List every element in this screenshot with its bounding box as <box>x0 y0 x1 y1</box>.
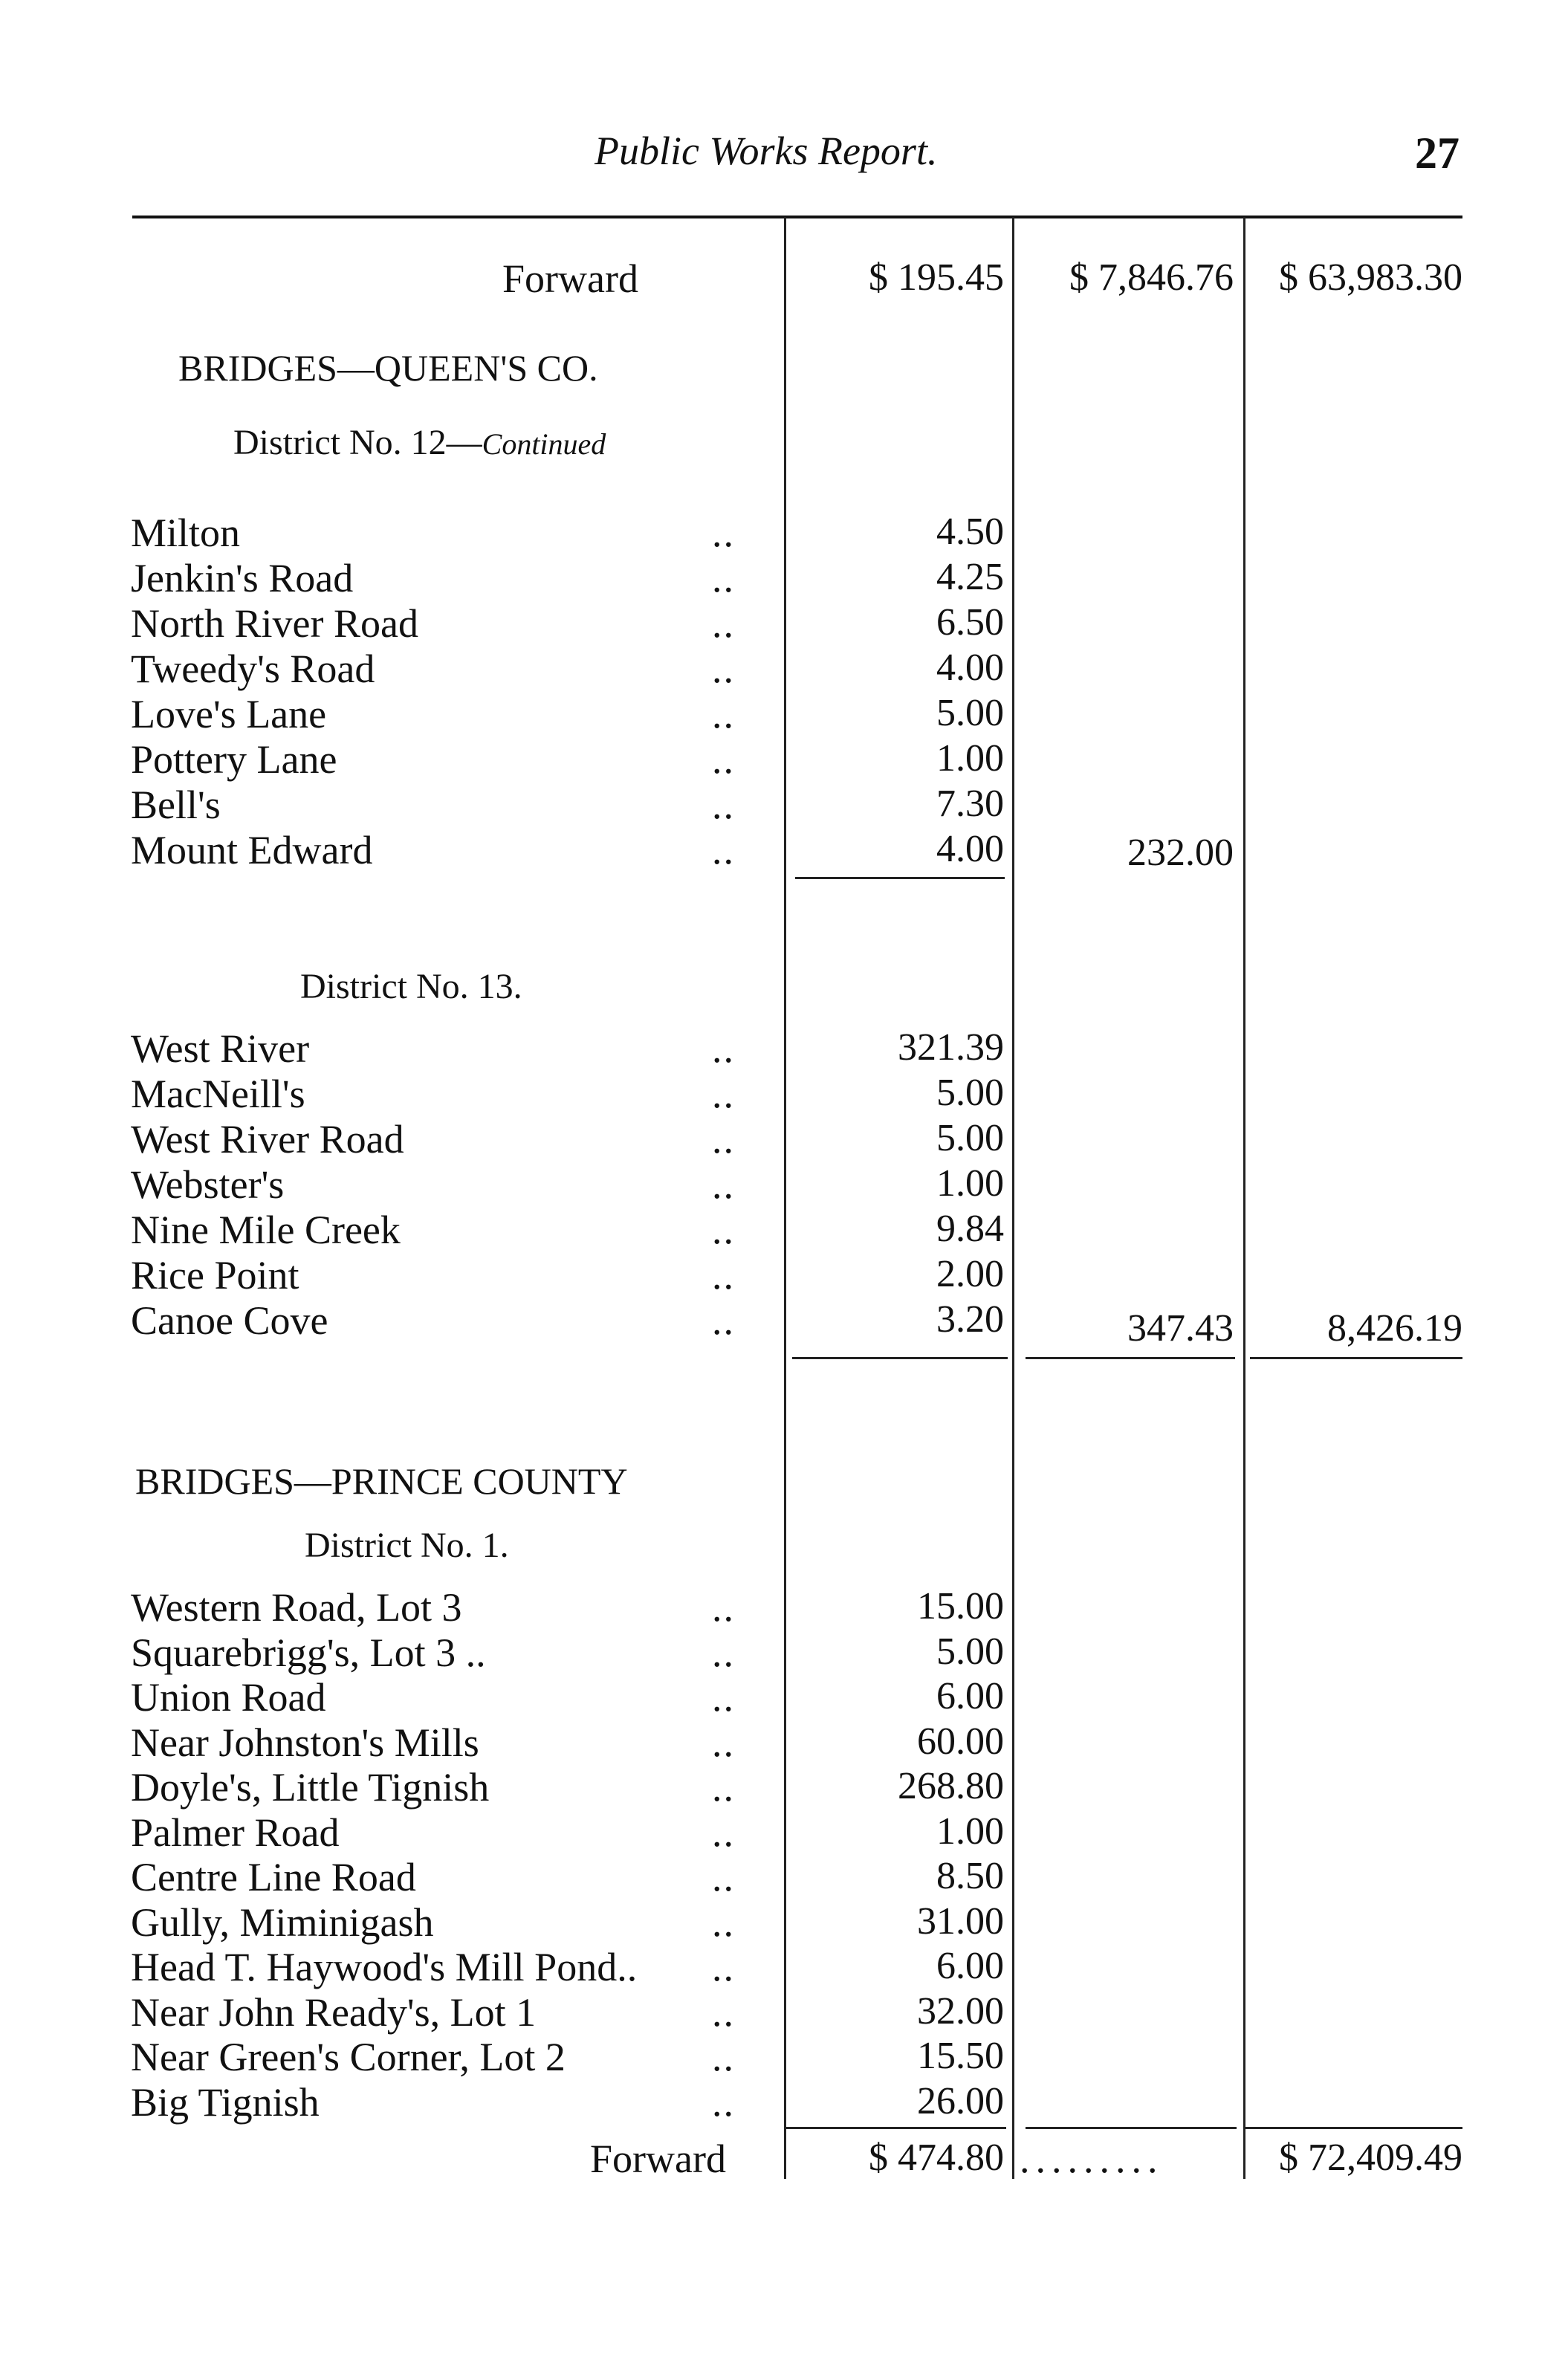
district-12-title-continued: Continued <box>482 427 606 461</box>
district-1-leader-dots: .. <box>712 2079 735 2125</box>
district-1-leader-dots: .. <box>712 1855 735 1899</box>
district-13-underline-col2 <box>1026 1357 1235 1359</box>
district-13-leader-dots: .. <box>712 1026 735 1071</box>
district-1-item-amount: 15.50 <box>917 2035 1004 2077</box>
district-12-item-name: Jenkin's Road <box>131 556 354 600</box>
district-12-item-amount: 4.25 <box>936 556 1004 598</box>
forward-top-col1: $ 195.45 <box>869 256 1004 299</box>
district-12-title-main: District No. 12— <box>233 423 482 462</box>
district-12-leader-dots: .. <box>712 647 735 691</box>
district-13-item-name: Nine Mile Creek <box>131 1208 401 1252</box>
district-12-item-name: Milton <box>131 511 241 555</box>
forward-bottom-rule-col2 <box>1026 2127 1237 2129</box>
district-1-item-amount: 268.80 <box>898 1765 1004 1807</box>
district-1-item-amount: 6.00 <box>936 1675 1004 1717</box>
forward-label-top: Forward <box>502 256 638 301</box>
district-1-item-amount: 15.00 <box>917 1585 1004 1627</box>
district-13-item-name: West River Road <box>131 1117 404 1162</box>
district-1-leader-dots: .. <box>712 1675 735 1720</box>
district-12-item-amount: 4.50 <box>936 511 1004 553</box>
district-1-item-amount: 26.00 <box>917 2079 1004 2122</box>
column-divider-3 <box>1243 217 1245 2179</box>
district-1-item-amount: 32.00 <box>917 1989 1004 2032</box>
district-1-item-amount: 31.00 <box>917 1899 1004 1943</box>
district-12-item-name: Pottery Lane <box>131 737 337 782</box>
district-12-leader-dots: .. <box>712 601 735 646</box>
district-1-item-amount: 60.00 <box>917 1720 1004 1763</box>
forward-bottom-rule-col3 <box>1245 2127 1462 2129</box>
district-1-item-name: Near John Ready's, Lot 1 <box>131 1989 537 2035</box>
district-12-leader-dots: .. <box>712 511 735 555</box>
district-1-item-name: Squarebrigg's, Lot 3 .. <box>131 1630 486 1675</box>
district-1-leader-dots: .. <box>712 1630 735 1675</box>
district-13-leader-dots: .. <box>712 1162 735 1207</box>
district-13-item-name: West River <box>131 1026 310 1071</box>
column-divider-2 <box>1012 217 1014 2179</box>
district-13-item-name: Canoe Cove <box>131 1298 328 1343</box>
district-1-item-name: Union Road <box>131 1675 326 1720</box>
district-12-item-amount: 4.00 <box>936 828 1004 870</box>
section-heading-prince: BRIDGES—PRINCE COUNTY <box>135 1460 628 1502</box>
district-1-item-amount: 8.50 <box>936 1855 1004 1897</box>
district-12-item-amount: 5.00 <box>936 692 1004 734</box>
district-12-leader-dots: .. <box>712 737 735 782</box>
district-12-leader-dots: .. <box>712 828 735 872</box>
district-13-item-amount: 321.39 <box>898 1026 1004 1069</box>
forward-top-col2: $ 7,846.76 <box>1069 256 1234 299</box>
header-rule <box>132 216 1462 218</box>
district-13-item-name: MacNeill's <box>131 1072 305 1116</box>
district-1-item-name: Head T. Haywood's Mill Pond.. <box>131 1945 638 1989</box>
district-1-leader-dots: .. <box>712 1585 735 1630</box>
district-13-subtotal: 347.43 <box>1127 1307 1234 1350</box>
district-12-item-name: North River Road <box>131 601 418 646</box>
forward-label-bottom: Forward <box>590 2137 726 2181</box>
district-12-item-name: Bell's <box>131 783 221 827</box>
district-1-item-name: Centre Line Road <box>131 1855 416 1899</box>
forward-bottom-col3: $ 72,409.49 <box>1279 2137 1462 2179</box>
district-12-title <box>233 422 606 463</box>
district-12-item-amount: 7.30 <box>936 783 1004 825</box>
district-13-item-amount: 5.00 <box>936 1072 1004 1114</box>
section-heading-queens: BRIDGES—QUEEN'S CO. <box>178 347 598 389</box>
district-13-item-amount: 3.20 <box>936 1298 1004 1341</box>
district-13-leader-dots: .. <box>712 1117 735 1162</box>
district-12-subtotal: 232.00 <box>1127 832 1234 874</box>
district-13-item-amount: 5.00 <box>936 1117 1004 1159</box>
district-1-item-amount: 6.00 <box>936 1945 1004 1987</box>
district-13-item-amount: 1.00 <box>936 1162 1004 1205</box>
district-13-leader-dots: .. <box>712 1298 735 1343</box>
forward-bottom-col1: $ 474.80 <box>869 2137 1004 2179</box>
district-13-item-name: Rice Point <box>131 1253 299 1298</box>
forward-top-col3: $ 63,983.30 <box>1279 256 1462 299</box>
district-1-item-name: Palmer Road <box>131 1810 340 1855</box>
district-13-leader-dots: .. <box>712 1208 735 1252</box>
page-number: 27 <box>1415 129 1460 178</box>
district-1-item-name: Big Tignish <box>131 2079 320 2125</box>
district-1-item-name: Western Road, Lot 3 <box>131 1585 462 1630</box>
district-12-leader-dots: .. <box>712 783 735 827</box>
district-13-underline-col3 <box>1250 1357 1462 1359</box>
forward-bottom-rule-col1 <box>786 2127 1006 2129</box>
district-12-item-amount: 6.50 <box>936 601 1004 644</box>
district-1-item-name: Doyle's, Little Tignish <box>131 1765 490 1810</box>
district-12-leader-dots: .. <box>712 556 735 600</box>
district-12-item-name: Love's Lane <box>131 692 327 736</box>
district-1-item-name: Near Green's Corner, Lot 2 <box>131 2035 566 2079</box>
queens-section-total: 8,426.19 <box>1327 1307 1462 1350</box>
district-1-leader-dots: .. <box>712 1810 735 1855</box>
district-13-title: District No. 13. <box>300 967 522 1006</box>
district-13-leader-dots: .. <box>712 1253 735 1298</box>
column-divider-1 <box>784 217 786 2179</box>
district-1-leader-dots: .. <box>712 1989 735 2035</box>
district-12-leader-dots: .. <box>712 692 735 736</box>
district-1-title: District No. 1. <box>305 1526 509 1565</box>
district-1-leader-dots: .. <box>712 1945 735 1989</box>
district-12-item-name: Mount Edward <box>131 828 373 872</box>
district-13-item-name: Webster's <box>131 1162 285 1207</box>
district-1-leader-dots: .. <box>712 1899 735 1945</box>
running-header-title: Public Works Report. <box>595 129 938 173</box>
district-13-item-amount: 9.84 <box>936 1208 1004 1250</box>
district-1-leader-dots: .. <box>712 1765 735 1810</box>
district-1-item-amount: 5.00 <box>936 1630 1004 1673</box>
district-13-underline-col1 <box>792 1357 1008 1359</box>
district-1-item-amount: 1.00 <box>936 1810 1004 1853</box>
district-1-item-name: Gully, Miminigash <box>131 1899 434 1945</box>
district-12-item-name: Tweedy's Road <box>131 647 375 691</box>
district-12-item-amount: 1.00 <box>936 737 1004 780</box>
district-13-item-amount: 2.00 <box>936 1253 1004 1295</box>
district-13-leader-dots: .. <box>712 1072 735 1116</box>
district-12-underline <box>795 877 1005 879</box>
forward-bottom-col2-leader: ......... <box>1020 2137 1164 2181</box>
district-12-item-amount: 4.00 <box>936 647 1004 689</box>
district-1-item-name: Near Johnston's Mills <box>131 1720 479 1765</box>
district-1-leader-dots: .. <box>712 2035 735 2079</box>
district-1-leader-dots: .. <box>712 1720 735 1765</box>
